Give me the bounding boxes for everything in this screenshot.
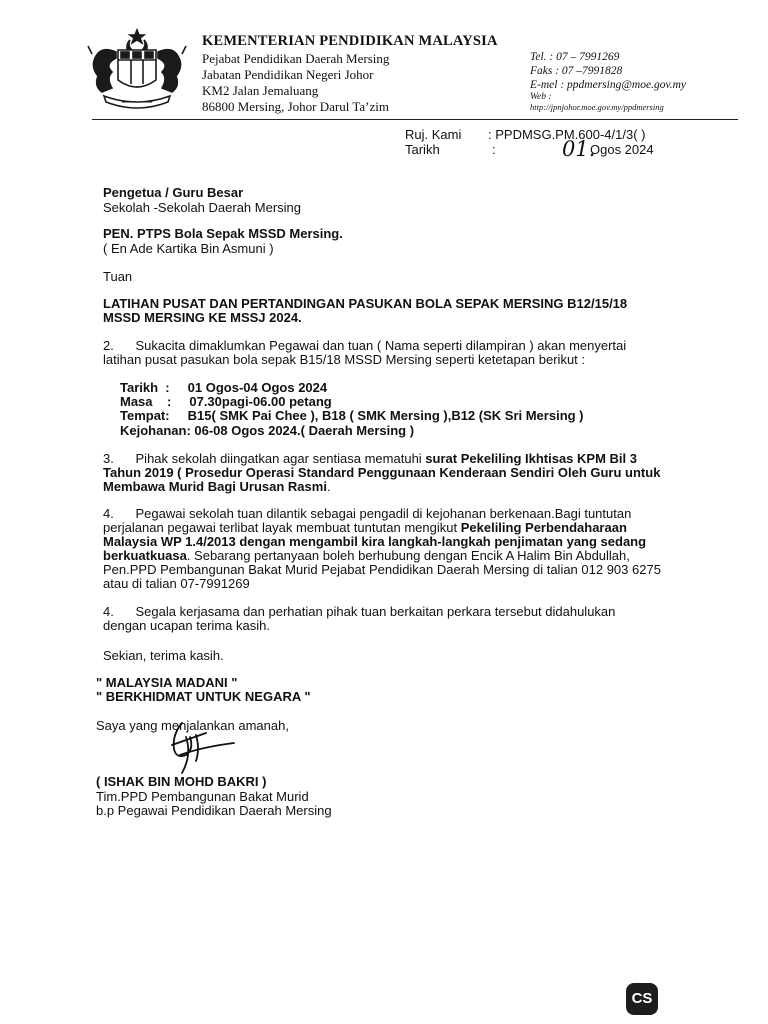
signatory-title-2: b.p Pegawai Pendidikan Daerah Mersing [96, 803, 332, 818]
para4-line-2-text: perjalanan pegawai terlibat layak membuat tuntutan mengikut [103, 520, 461, 535]
signatory-name: ( ISHAK BIN MOHD BAKRI ) [96, 774, 267, 789]
reference-label: Ruj. Kami [405, 127, 462, 142]
para3-line-1-text: 3. Pihak sekolah diingatkan agar sentiasa mematuhi [103, 451, 426, 466]
para5-line-2: dengan ucapan terima kasih. [103, 618, 270, 633]
recipient-line-3: PEN. PTPS Bola Sepak MSSD Mersing. [103, 226, 343, 241]
handwritten-day: 01. [562, 137, 596, 161]
subject-line-2: MSSD MERSING KE MSSJ 2024. [103, 310, 302, 325]
para3-line-2: Tahun 2019 ( Prosedur Operasi Standard Penggunaan Kenderaan Sendiri Oleh Guru untuk [103, 465, 661, 480]
camscanner-logo: CS [626, 983, 658, 1015]
date-colon: : [492, 142, 496, 157]
signatory-title-1: Tim.PPD Pembangunan Bakat Murid [96, 789, 309, 804]
handwritten-signature [152, 715, 252, 780]
para4-line-6: atau di talian 07-7991269 [103, 576, 250, 591]
date-value: Ogos 2024 [590, 142, 654, 157]
para2-line-2: latihan pusat pasukan bola sepak B15/18 MSSD Mersing seperti ketetapan berikut : [103, 352, 586, 367]
detail-masa: Masa : 07.30pagi-06.00 petang [120, 394, 332, 409]
para3-line-3-bold: Membawa Murid Bagi Urusan Rasmi [103, 479, 327, 494]
para4-line-3: Malaysia WP 1.4/2013 dengan mengambil kira langkah-langkah penjimatan yang sedang [103, 534, 647, 549]
motto-1: " MALAYSIA MADANI " [96, 675, 238, 690]
recipient-line-4: ( En Ade Kartika Bin Asmuni ) [103, 241, 274, 256]
para3-line-3-end: . [326, 479, 331, 494]
date-label: Tarikh [405, 142, 440, 157]
department-name: Jabatan Pendidikan Negeri Johor [202, 67, 374, 82]
para2-line-1: 2. Sukacita dimaklumkan Pegawai dan tuan ( Nama seperti dilampiran ) akan menyertai [103, 338, 627, 353]
para4-line-4-text: . Sebarang pertanyaan boleh berhubung dengan Encik A Halim Bin Abdullah, [186, 548, 630, 563]
web-label: Web : [530, 92, 552, 102]
address-line-2: 86800 Mersing, Johor Darul Ta’zim [202, 99, 389, 114]
para4-line-2-bold: Pekeliling Perbendaharaan [460, 520, 627, 535]
para4-line-5: Pen.PPD Pembangunan Bakat Murid Pejabat Pendidikan Daerah Mersing di talian 012 903 6275 [103, 562, 661, 577]
closing-trust: Saya yang menjalankan amanah, [96, 718, 289, 733]
salutation: Tuan [103, 269, 133, 284]
address-line-1: KM2 Jalan Jemaluang [202, 83, 319, 98]
malaysia-coat-of-arms-logo [82, 28, 192, 112]
reference-number: : PPDMSG.PM.600-4/1/3( ) [488, 127, 646, 142]
email: E-mel : ppdmersing@moe.gov.my [530, 79, 686, 91]
office-name: Pejabat Pendidikan Daerah Mersing [202, 51, 390, 66]
closing-thanks: Sekian, terima kasih. [103, 648, 224, 663]
detail-tarikh: Tarikh : 01 Ogos-04 Ogos 2024 [120, 380, 328, 395]
header-divider [92, 119, 738, 120]
motto-2: " BERKHIDMAT UNTUK NEGARA " [96, 689, 311, 704]
recipient-line-2: Sekolah -Sekolah Daerah Mersing [103, 200, 301, 215]
para3-line-1-bold: surat Pekeliling Ikhtisas KPM Bil 3 [425, 451, 637, 466]
subject-line-1: LATIHAN PUSAT DAN PERTANDINGAN PASUKAN BOLA SEPAK MERSING B12/15/18 [103, 296, 628, 311]
detail-kejohanan: Kejohanan: 06-08 Ogos 2024.( Daerah Mersing ) [120, 423, 415, 438]
fax: Faks : 07 –7991828 [530, 65, 623, 77]
para4-line-1: 4. Pegawai sekolah tuan dilantik sebagai pengadil di kejohanan berkenaan.Bagi tuntutan [103, 506, 632, 521]
para4-line-4-bold: berkuatkuasa [103, 548, 187, 563]
detail-tempat: Tempat: B15( SMK Pai Chee ), B18 ( SMK Mersing ),B12 (SK Sri Mersing ) [120, 408, 584, 423]
telephone: Tel. : 07 – 7991269 [530, 51, 620, 63]
recipient-line-1: Pengetua / Guru Besar [103, 185, 244, 200]
web-url: http://jpnjohor.moe.gov.my/ppdmersing [530, 102, 664, 112]
para5-line-1: 4. Segala kerjasama dan perhatian pihak tuan berkaitan perkara tersebut didahulukan [103, 604, 616, 619]
ministry-name: KEMENTERIAN PENDIDIKAN MALAYSIA [202, 33, 498, 49]
para3-line-3 [103, 479, 331, 495]
